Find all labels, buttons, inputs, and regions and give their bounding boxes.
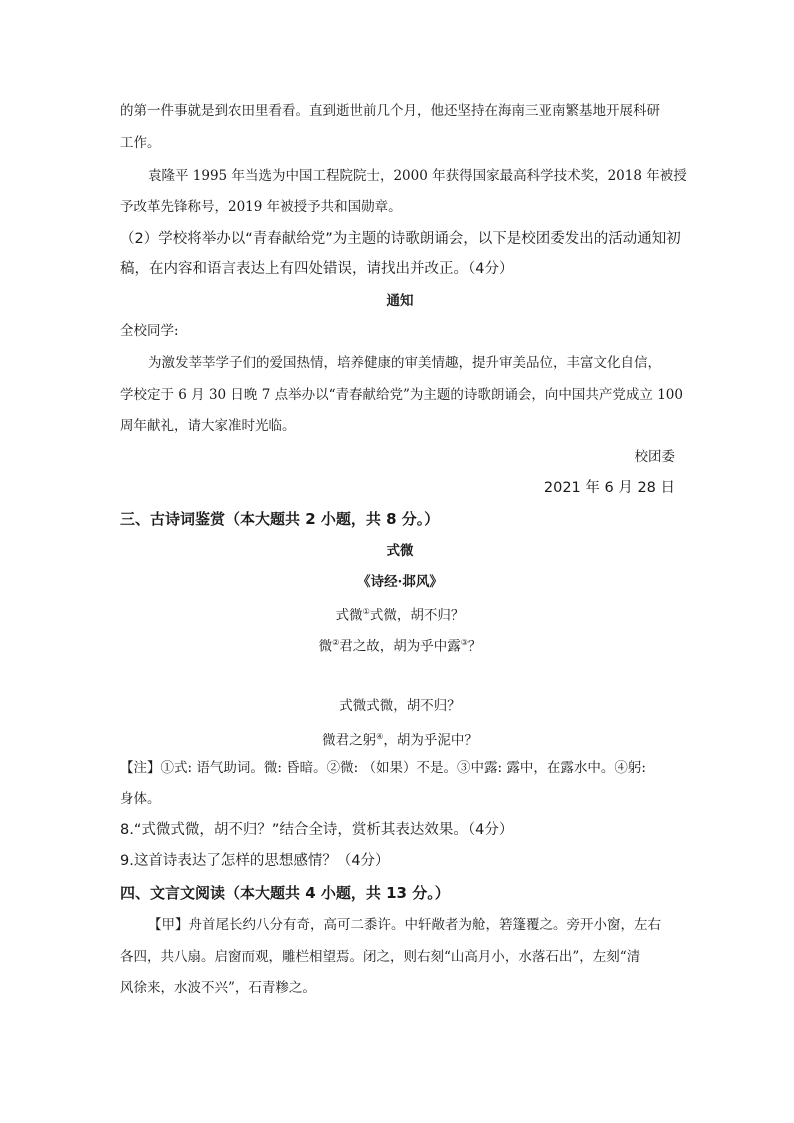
passage-line-2: 工作。: [120, 135, 161, 151]
poem-line-1-part-b: 式微，胡不归？: [369, 607, 465, 624]
poem-line-1-part-a: 式微: [335, 607, 363, 624]
passage-line-3: 袁隆平 1995 年当选为中国工程院院士，2000 年获得国家最高科学技术奖，2018 年被授: [148, 168, 687, 184]
poem-line-3: 式微式微，胡不归？: [339, 698, 461, 714]
poem-line-4-part-b: ，胡为乎泥中？: [383, 732, 478, 749]
poem-notes-line-2: 身体。: [120, 791, 161, 807]
classical-text-line-2: 各四，共八扇。启窗而观，雕栏相望焉。闭之，则右刻“山高月小，水落石出”，左刻“清: [120, 949, 641, 965]
poem-title: 式微: [386, 543, 414, 559]
poem-notes-line-1: 【注】①式: 语气助词。微: 昏暗。②微: （如果）不是。③中露: 露中，在露水中。④躬:: [120, 760, 646, 776]
poem-line-2-part-c: ？: [467, 638, 482, 655]
notice-body-line-2: 学校定于 6 月 30 日晚 7 点举办以“青春献给党”为主题的诗歌朗诵会，向中国共产党成立 100: [120, 387, 683, 403]
classical-text-line-1: 【甲】舟首尾长约八分有奇，高可二黍许。中轩敞者为舱，箬篷覆之。旁开小窗，左右: [148, 917, 661, 933]
poem-source: 《诗经·邶风》: [357, 574, 443, 590]
poem-line-2: [120, 634, 680, 656]
passage-line-1: 的第一件事就是到农田里看看。直到逝世前几个月，他还坚持在海南三亚南繁基地开展科研: [120, 103, 660, 119]
footnote-marker-1: ①: [362, 607, 370, 616]
notice-title: 通知: [386, 293, 414, 309]
poem-line-2-part-a: 微: [318, 638, 333, 655]
passage-line-4: 予改革先锋称号，2019 年被授予共和国勋章。: [120, 199, 402, 215]
section-4-heading: 四、文言文阅读（本大题共 4 小题，共 13 分。）: [120, 884, 450, 902]
notice-body-line-1: 为激发莘莘学子们的爱国热情，培养健康的审美情趣，提升审美品位，丰富文化自信，: [148, 355, 661, 371]
poem-line-4-part-a: 微君之躬: [322, 732, 377, 749]
notice-signer: 校团委: [634, 449, 675, 465]
footnote-marker-2: ②: [332, 638, 340, 647]
question-8: 8.“式微式微，胡不归？”结合全诗，赏析其表达效果。（4分）: [120, 822, 514, 838]
footnote-marker-3: ③: [460, 638, 468, 647]
classical-text-line-3: 风徐来，水波不兴”，石青糁之。: [120, 980, 316, 996]
footnote-marker-4: ④: [376, 732, 384, 741]
notice-body-line-3: 周年献礼，请大家准时光临。: [120, 418, 296, 434]
poem-line-1: [120, 603, 680, 625]
question-9: 9.这首诗表达了怎样的思想感情？（4分）: [120, 853, 390, 869]
poem-line-2-part-b: 君之故，胡为乎中露: [339, 638, 461, 655]
question-2-line-1: （2）学校将举办以“青春献给党”为主题的诗歌朗诵会，以下是校团委发出的活动通知初: [120, 231, 681, 247]
question-2-line-2: 稿，在内容和语言表达上有四处错误，请找出并改正。（4分）: [120, 261, 514, 277]
notice-date: 2021 年 6 月 28 日: [543, 480, 675, 496]
poem-line-4: [120, 728, 680, 750]
notice-salutation: 全校同学:: [120, 323, 179, 339]
section-3-heading: 三、古诗词鉴赏（本大题共 2 小题，共 8 分。）: [120, 510, 440, 528]
